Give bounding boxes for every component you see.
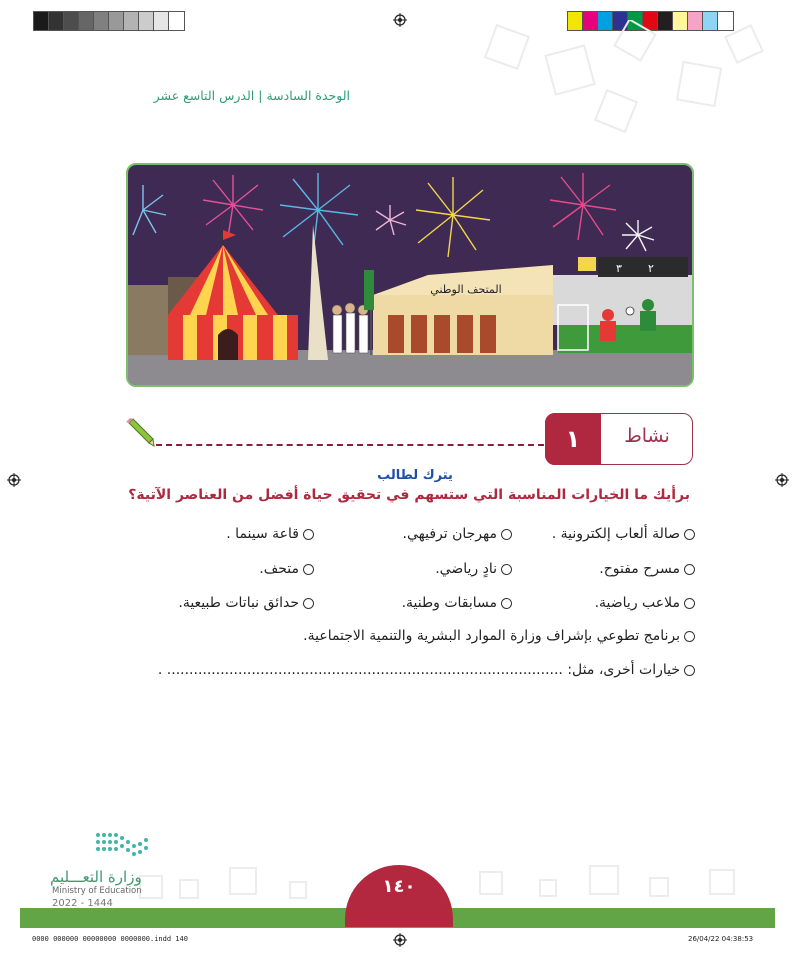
radio-circle-icon[interactable]	[684, 529, 695, 540]
registration-mark-right	[775, 473, 789, 487]
score-left: ٣	[616, 262, 622, 275]
pencil-icon	[125, 417, 155, 447]
option-national-contests[interactable]	[402, 595, 512, 611]
option-museum[interactable]	[259, 561, 314, 577]
radio-circle-icon[interactable]	[684, 665, 695, 676]
radio-circle-icon[interactable]	[684, 564, 695, 575]
registration-mark-top	[393, 13, 407, 27]
teacher-note: يترك لطالب	[377, 468, 453, 483]
option-festival[interactable]	[403, 526, 512, 542]
activity-question: برأيك ما الخيارات المناسبة التي ستسهم في تحقيق حياة أفضل من العناصر الآتية؟	[128, 487, 690, 503]
option-label: متحف.	[259, 561, 299, 577]
option-label: قاعة سينما .	[226, 526, 299, 542]
option-open-theater[interactable]	[599, 561, 695, 577]
edition-year: 2022 - 1444	[52, 898, 113, 909]
radio-circle-icon[interactable]	[684, 598, 695, 609]
print-slug-file: 0000 000000 00000000 0000000.indd 140	[32, 935, 188, 943]
lesson-title: الدرس التاسع عشر	[153, 88, 255, 103]
grayscale-swatch	[49, 12, 64, 30]
radio-circle-icon[interactable]	[303, 598, 314, 609]
activity-number: ١	[545, 413, 601, 465]
decorative-squares	[470, 20, 790, 150]
festival-illustration	[126, 163, 694, 387]
museum-sign: المتحف الوطني	[430, 283, 502, 296]
page-number: ١٤٠	[382, 876, 416, 897]
option-volunteer-program[interactable]	[303, 628, 695, 644]
radio-circle-icon[interactable]	[501, 529, 512, 540]
option-label: مسرح مفتوح.	[599, 561, 680, 577]
activity-label: نشاط	[624, 425, 670, 447]
grayscale-swatch	[94, 12, 109, 30]
option-sports-fields[interactable]	[595, 595, 695, 611]
option-botanical-gardens[interactable]	[178, 595, 314, 611]
option-cinema[interactable]	[226, 526, 314, 542]
option-label: خيارات أخرى، مثل: ......................................................................................... .	[157, 662, 680, 678]
activity-divider	[156, 444, 544, 446]
option-gaming-hall[interactable]	[552, 526, 695, 542]
festival-scene	[128, 165, 692, 385]
option-other-choices[interactable]	[158, 662, 695, 678]
option-label: نادٍ رياضي.	[435, 561, 497, 577]
grayscale-swatch	[64, 12, 79, 30]
grayscale-swatch	[139, 12, 154, 30]
option-label: حدائق نباتات طبيعية.	[178, 595, 299, 611]
ministry-name-arabic: وزارة التعـــليم	[50, 868, 142, 886]
radio-circle-icon[interactable]	[303, 529, 314, 540]
score-right: ٢	[648, 262, 654, 275]
option-sports-club[interactable]	[435, 561, 512, 577]
grayscale-swatch	[34, 12, 49, 30]
grayscale-bar	[33, 11, 185, 31]
grayscale-swatch	[124, 12, 139, 30]
option-label: مسابقات وطنية.	[401, 595, 497, 611]
option-label: صالة ألعاب إلكترونية .	[551, 526, 680, 542]
radio-circle-icon[interactable]	[303, 564, 314, 575]
print-slug-date: 26/04/22 04:38:53	[688, 935, 754, 943]
radio-circle-icon[interactable]	[501, 598, 512, 609]
header-divider: |	[258, 88, 263, 103]
registration-mark-left	[7, 473, 21, 487]
ministry-name-english: Ministry of Education	[52, 886, 142, 896]
grayscale-swatch	[79, 12, 94, 30]
option-label: مهرجان ترفيهي.	[402, 526, 497, 542]
grayscale-swatch	[154, 12, 169, 30]
lesson-header	[120, 88, 350, 103]
registration-mark-bottom	[393, 933, 407, 947]
radio-circle-icon[interactable]	[501, 564, 512, 575]
unit-title: الوحدة السادسة	[266, 88, 350, 103]
ministry-logo-icon	[92, 830, 154, 860]
option-label: ملاعب رياضية.	[594, 595, 680, 611]
grayscale-swatch	[109, 12, 124, 30]
grayscale-swatch	[169, 12, 184, 30]
radio-circle-icon[interactable]	[684, 631, 695, 642]
option-label: برنامج تطوعي بإشراف وزارة الموارد البشرية والتنمية الاجتماعية.	[303, 628, 680, 644]
